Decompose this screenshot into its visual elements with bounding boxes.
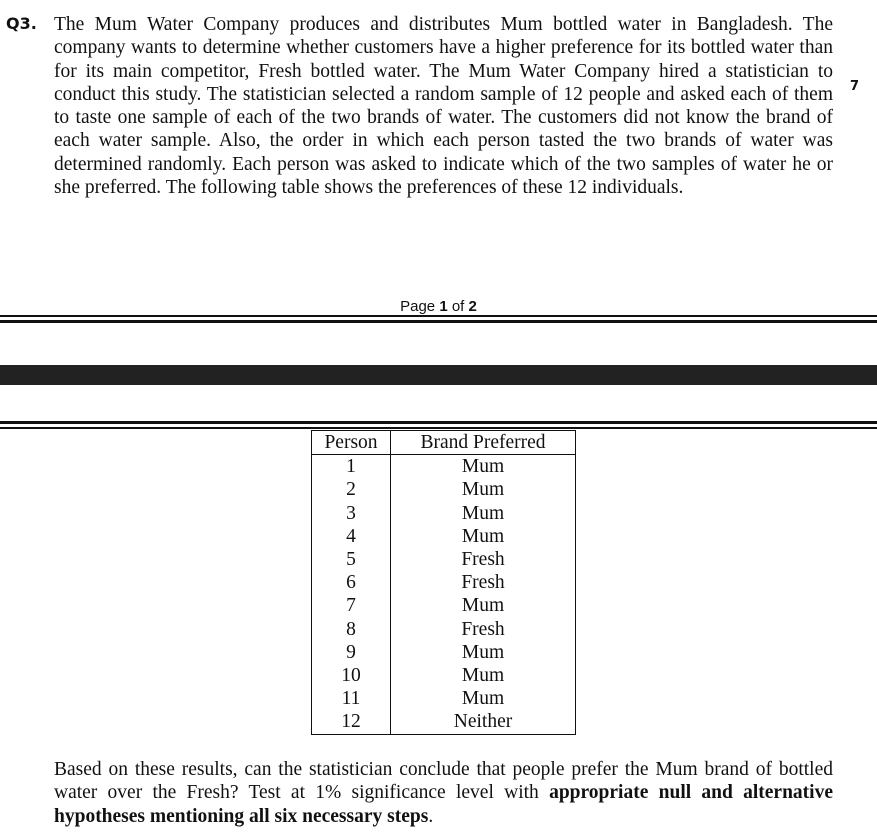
table-row [312,455,576,479]
footer-rule-thick [0,320,877,323]
brand-cell: Mum [391,641,576,664]
brand-cell: Mum [391,478,576,501]
column-header-person: Person [312,431,391,455]
person-cell: 9 [312,641,391,664]
brand-cell: Mum [391,502,576,525]
closing-period: . [428,805,434,827]
preference-table [311,430,576,735]
header-rule-thin [0,427,877,429]
person-cell: 11 [312,687,391,710]
page-of: of [451,298,465,315]
person-cell: 7 [312,594,391,617]
closing-text: Based on these results, can the statistician conclude that people prefer the Mum brand of bottled water over the Fresh? Test at 1% significance level with [54,759,833,804]
brand-cell: Mum [391,687,576,710]
brand-cell: Mum [391,455,576,479]
table-row [312,594,576,617]
table-row [312,710,576,734]
brand-cell: Neither [391,710,576,734]
person-cell: 8 [312,618,391,641]
person-cell: 1 [312,455,391,479]
brand-cell: Fresh [391,618,576,641]
closing-question [54,758,833,828]
table-row [312,664,576,687]
page-separator [0,365,877,385]
brand-cell: Mum [391,664,576,687]
brand-cell: Mum [391,594,576,617]
table-row [312,478,576,501]
table-row [312,548,576,571]
person-cell: 12 [312,710,391,734]
table-row [312,525,576,548]
person-cell: 4 [312,525,391,548]
table-header-row [312,431,576,455]
question-marks: 7 [850,79,860,94]
brand-cell: Fresh [391,571,576,594]
brand-cell: Mum [391,525,576,548]
brand-cell: Fresh [391,548,576,571]
column-header-brand: Brand Preferred [391,431,576,455]
question-text: The Mum Water Company produces and distributes Mum bottled water in Bangladesh. The company wants to determine whether customers have a higher preference for its bottled water than for its main competitor, Fresh bottled water. The Mum Water Company hired a statistician to conduct this study. The statistician selected a random sample of 12 people and asked each of them to taste one sample of each of the two brands of water. The customers did not know the brand of each water sample. Also, the order in which each person tasted the two brands of water was determined randomly. Each person was asked to indicate which of the two samples of water he or she preferred. The following table shows the preferences of these 12 individuals. [54,14,833,199]
header-rule-thick [0,421,877,424]
page-total: 2 [468,298,477,315]
person-cell: 3 [312,502,391,525]
closing-emphasis: appropriate null and alternative hypotheses mentioning all six necessary steps [54,782,833,827]
page-footer [0,298,877,315]
table-row [312,571,576,594]
table-row [312,618,576,641]
table-row [312,502,576,525]
page-word: Page [400,298,436,315]
table-row [312,641,576,664]
footer-rule-thin [0,315,877,317]
person-cell: 5 [312,548,391,571]
question-number: Q3. [6,14,37,33]
person-cell: 6 [312,571,391,594]
table-row [312,687,576,710]
person-cell: 2 [312,478,391,501]
page-current: 1 [439,298,448,315]
person-cell: 10 [312,664,391,687]
